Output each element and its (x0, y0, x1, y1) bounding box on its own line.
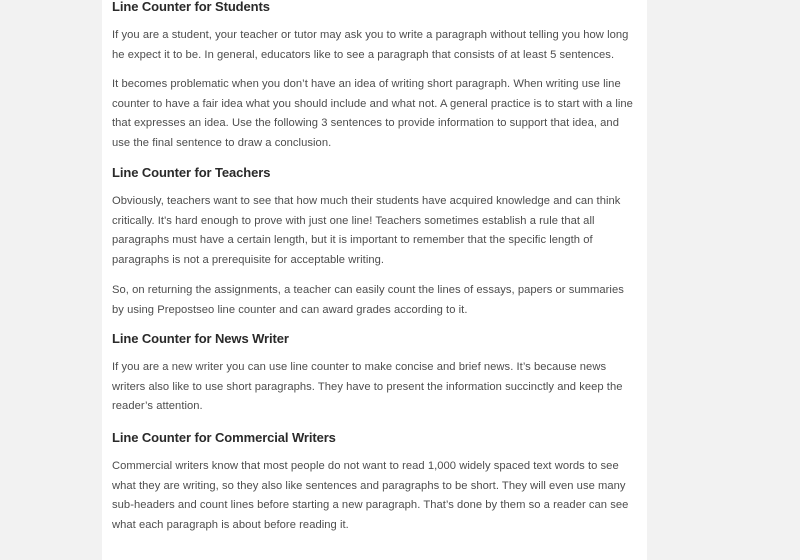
commercial-writers-section-heading: Line Counter for Commercial Writers (112, 430, 336, 445)
commercial-writers-paragraph-1: Commercial writers know that most people do not want to read 1,000 widely spaced text words to see what they are writing, so they also like sentences and paragraphs to be short. They will even use many sub-headers and count lines before starting a new paragraph. That’s done by them so a reader can see what each paragraph is about before reading it. (112, 460, 629, 531)
teachers-section-heading: Line Counter for Teachers (112, 165, 271, 180)
students-section-heading: Line Counter for Students (112, 0, 270, 14)
students-paragraph-2: It becomes problematic when you don’t have an idea of writing short paragraph. When writing use line counter to have a fair idea what you should include and what not. A general practice is to start with a line that expresses an idea. Use the following 3 sentences to provide information to support that idea, and use the final sentence to draw a conclusion. (112, 78, 633, 149)
news-writer-paragraph-1: If you are a new writer you can use line counter to make concise and brief news. It’s because news writers also like to use short paragraphs. They have to present the information succinctly and keep the reader’s attention. (112, 361, 623, 413)
article-content-card (102, 0, 647, 560)
teachers-paragraph-2: So, on returning the assignments, a teacher can easily count the lines of essays, papers or summaries by using Prepostseo line counter and can award grades according to it. (112, 284, 624, 316)
students-paragraph-1: If you are a student, your teacher or tutor may ask you to write a paragraph without telling you how long he expect it to be. In general, educators like to see a paragraph that consists of at least 5 sentences. (112, 29, 629, 61)
teachers-paragraph-1: Obviously, teachers want to see that how much their students have acquired knowledge and can think critically. It's hard enough to prove with just one line! Teachers sometimes establish a rule that all paragraphs must have a certain length, but it is important to remember that the specific length of paragraphs is not a prerequisite for acceptable writing. (112, 195, 621, 266)
news-writer-section-heading: Line Counter for News Writer (112, 331, 289, 346)
